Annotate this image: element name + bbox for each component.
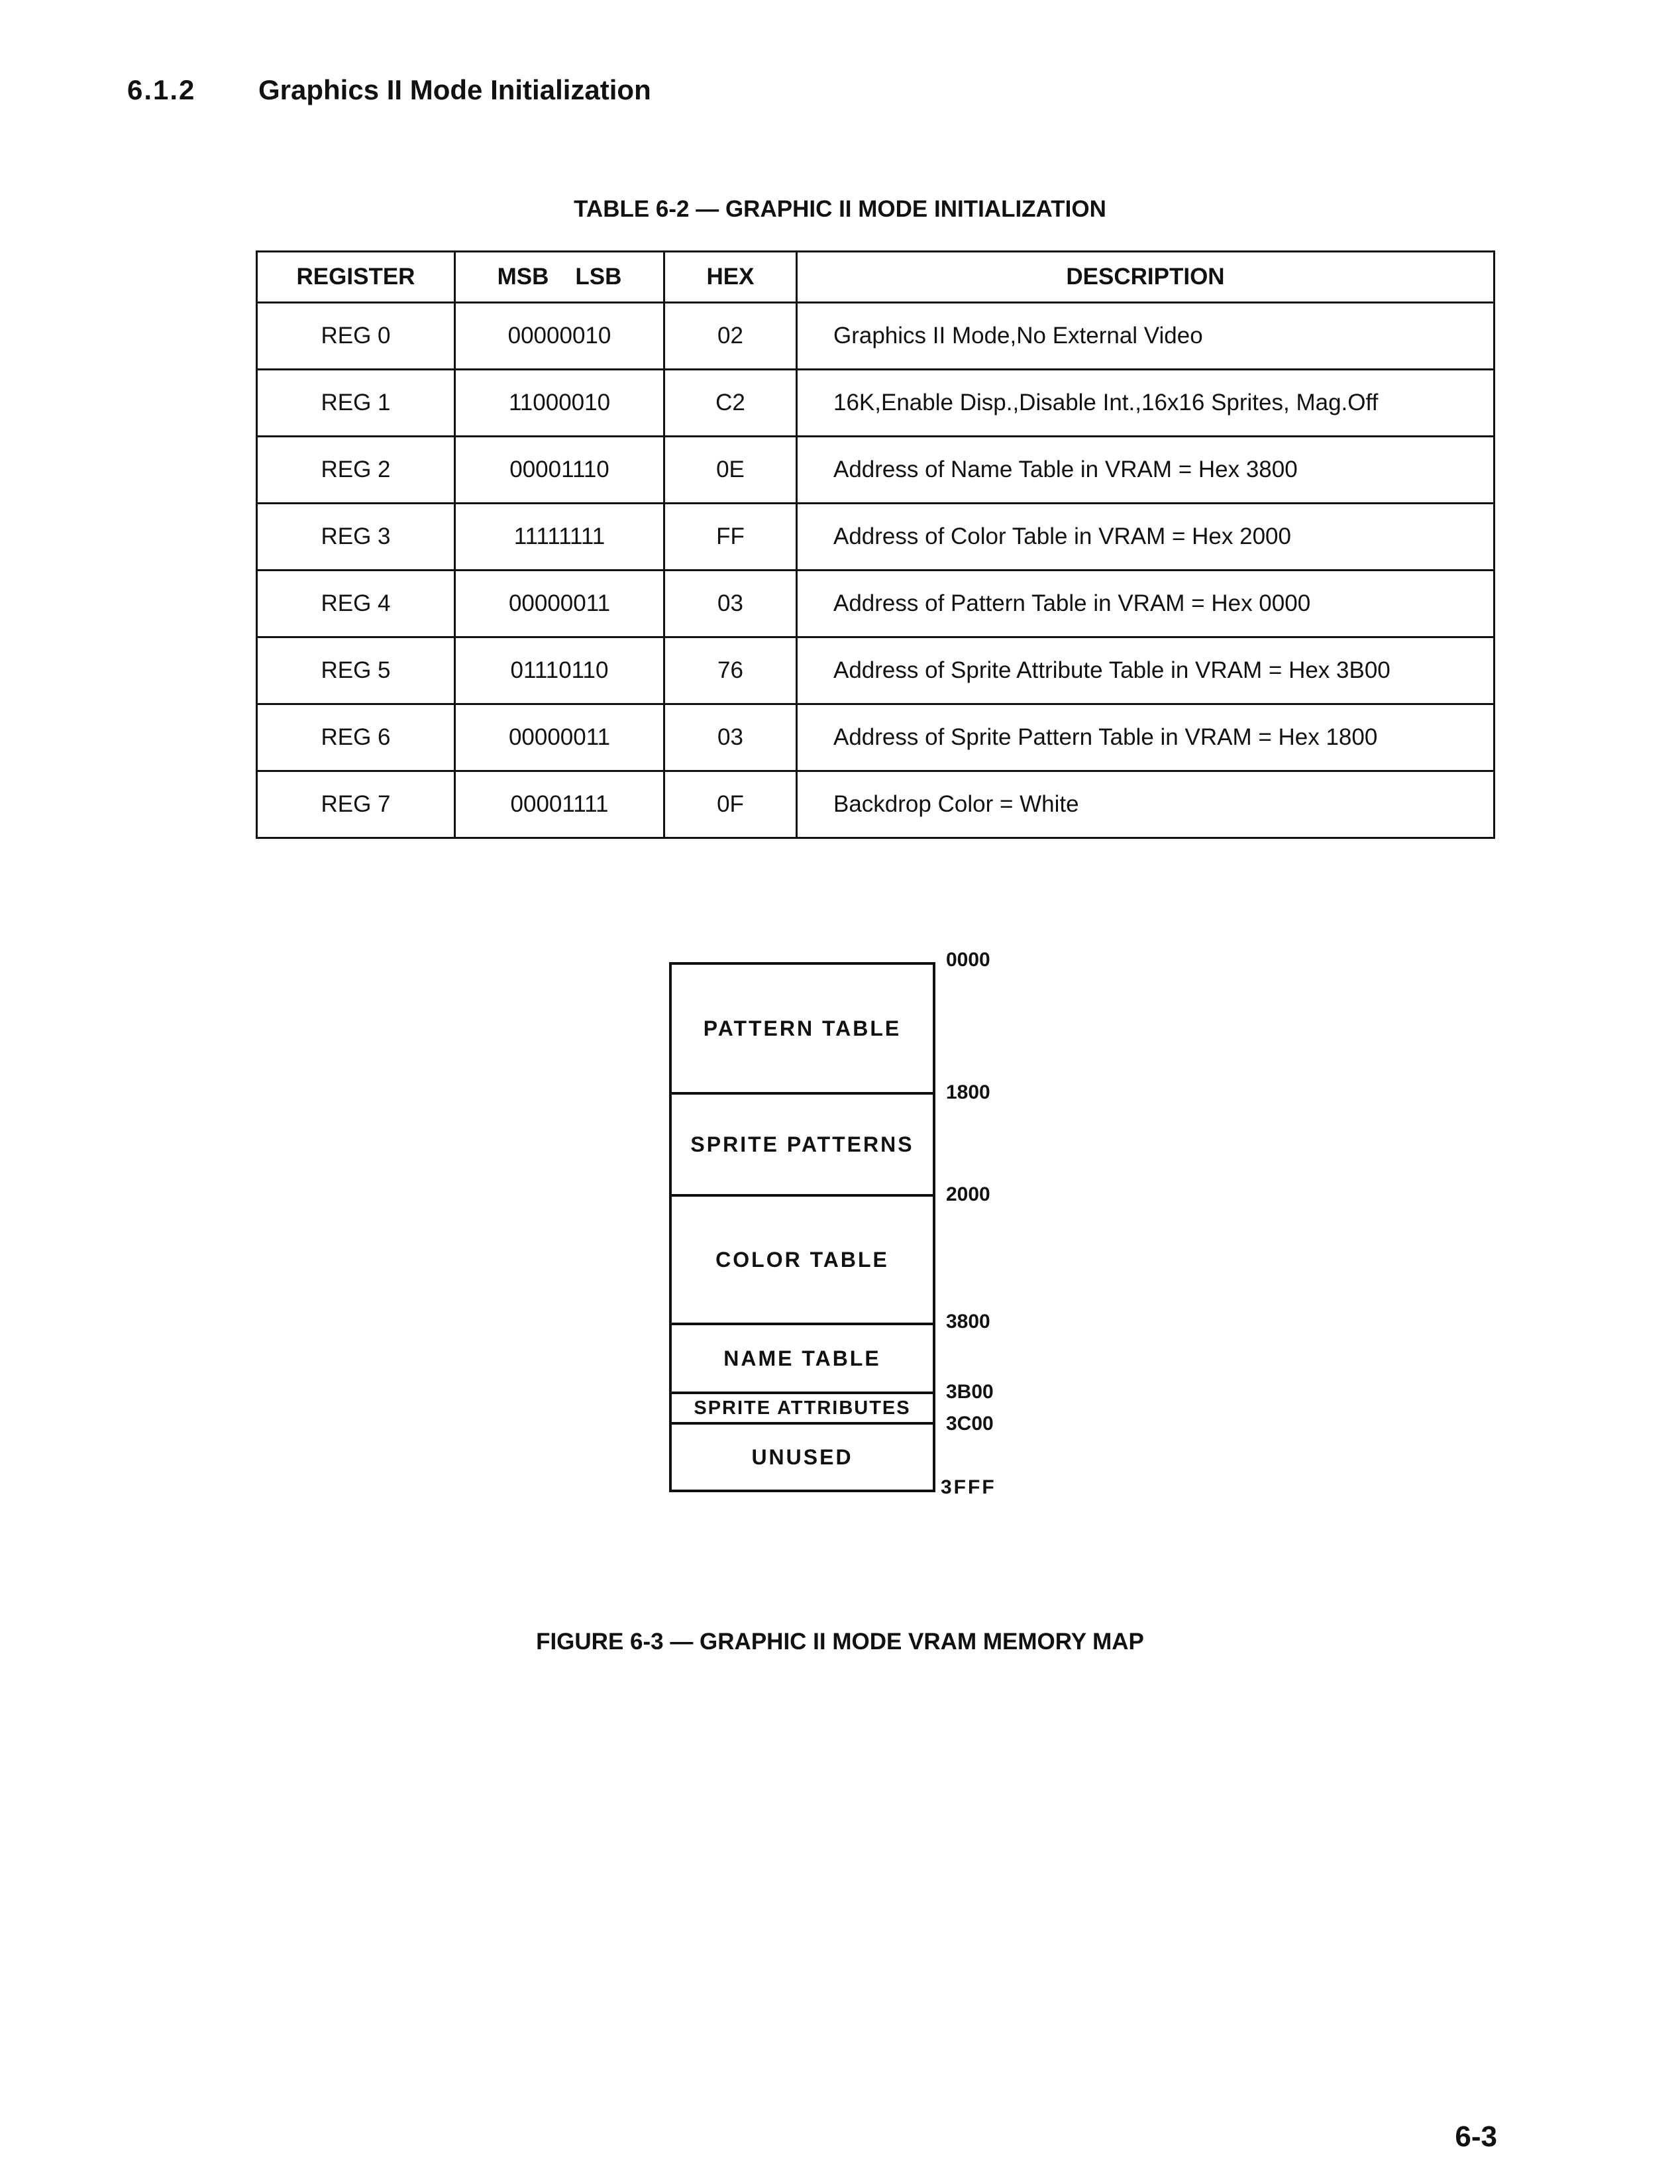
description-cell: Backdrop Color = White [797, 771, 1495, 838]
register-cell: REG 3 [257, 504, 455, 571]
description-cell: Address of Sprite Attribute Table in VRAM = Hex 3B00 [797, 637, 1495, 704]
description-cell: Address of Pattern Table in VRAM = Hex 0000 [797, 571, 1495, 637]
description-cell: Address of Color Table in VRAM = Hex 2000 [797, 504, 1495, 571]
hex-cell: 02 [664, 303, 797, 370]
memmap-block-unused: UNUSED [669, 1422, 935, 1492]
description-cell: Address of Sprite Pattern Table in VRAM = Hex 1800 [797, 704, 1495, 771]
memmap-address-label: 0000 [946, 949, 990, 971]
bits-cell: 00000010 [455, 303, 664, 370]
table-row [257, 504, 1495, 571]
memmap-block-sprite-patterns: SPRITE PATTERNS [669, 1092, 935, 1197]
page-number: 6-3 [1455, 2120, 1497, 2153]
table-row [257, 370, 1495, 437]
bits-cell: 11000010 [455, 370, 664, 437]
register-table [256, 250, 1495, 839]
hex-cell: 03 [664, 704, 797, 771]
description-cell: Graphics II Mode,No External Video [797, 303, 1495, 370]
table-row [257, 771, 1495, 838]
bits-cell: 00001110 [455, 437, 664, 504]
hex-cell: 76 [664, 637, 797, 704]
register-cell: REG 1 [257, 370, 455, 437]
table-row [257, 571, 1495, 637]
table-row [257, 637, 1495, 704]
section-number: 6.1.2 [127, 74, 196, 105]
register-cell: REG 5 [257, 637, 455, 704]
header-hex: HEX [664, 252, 797, 303]
table-row [257, 303, 1495, 370]
bits-cell: 00001111 [455, 771, 664, 838]
header-lsb: LSB [575, 264, 622, 290]
description-cell: Address of Name Table in VRAM = Hex 3800 [797, 437, 1495, 504]
memmap-block-pattern-table: PATTERN TABLE [669, 962, 935, 1095]
table-row [257, 437, 1495, 504]
hex-cell: 0F [664, 771, 797, 838]
header-msb: MSB [497, 264, 549, 290]
memmap-address-label: 2000 [946, 1183, 990, 1205]
register-cell: REG 4 [257, 571, 455, 637]
header-msb-lsb [455, 252, 664, 303]
bits-cell: 00000011 [455, 571, 664, 637]
header-register: REGISTER [257, 252, 455, 303]
register-cell: REG 7 [257, 771, 455, 838]
section-title: Graphics II Mode Initialization [258, 74, 651, 105]
table-header-row [257, 252, 1495, 303]
memmap-address-label: 1800 [946, 1081, 990, 1103]
memmap-address-label: 3800 [946, 1311, 990, 1333]
memmap-block-color-table: COLOR TABLE [669, 1194, 935, 1325]
description-cell: 16K,Enable Disp.,Disable Int.,16x16 Sprites, Mag.Off [797, 370, 1495, 437]
memmap-block-sprite-attributes: SPRITE ATTRIBUTES [669, 1392, 935, 1425]
register-cell: REG 2 [257, 437, 455, 504]
figure-caption: FIGURE 6-3 — GRAPHIC II MODE VRAM MEMORY MAP [536, 1629, 1144, 1655]
bits-cell: 01110110 [455, 637, 664, 704]
register-cell: REG 6 [257, 704, 455, 771]
memmap-address-label: 3B00 [946, 1381, 994, 1403]
memmap-address-label: 3FFF [941, 1476, 996, 1498]
bits-cell: 00000011 [455, 704, 664, 771]
memmap-address-label: 3C00 [946, 1413, 994, 1435]
hex-cell: FF [664, 504, 797, 571]
table-caption: TABLE 6-2 — GRAPHIC II MODE INITIALIZATION [574, 196, 1106, 222]
hex-cell: C2 [664, 370, 797, 437]
section-heading [127, 74, 651, 106]
hex-cell: 0E [664, 437, 797, 504]
table-row [257, 704, 1495, 771]
header-description: DESCRIPTION [797, 252, 1495, 303]
register-cell: REG 0 [257, 303, 455, 370]
bits-cell: 11111111 [455, 504, 664, 571]
memmap-block-name-table: NAME TABLE [669, 1323, 935, 1394]
hex-cell: 03 [664, 571, 797, 637]
